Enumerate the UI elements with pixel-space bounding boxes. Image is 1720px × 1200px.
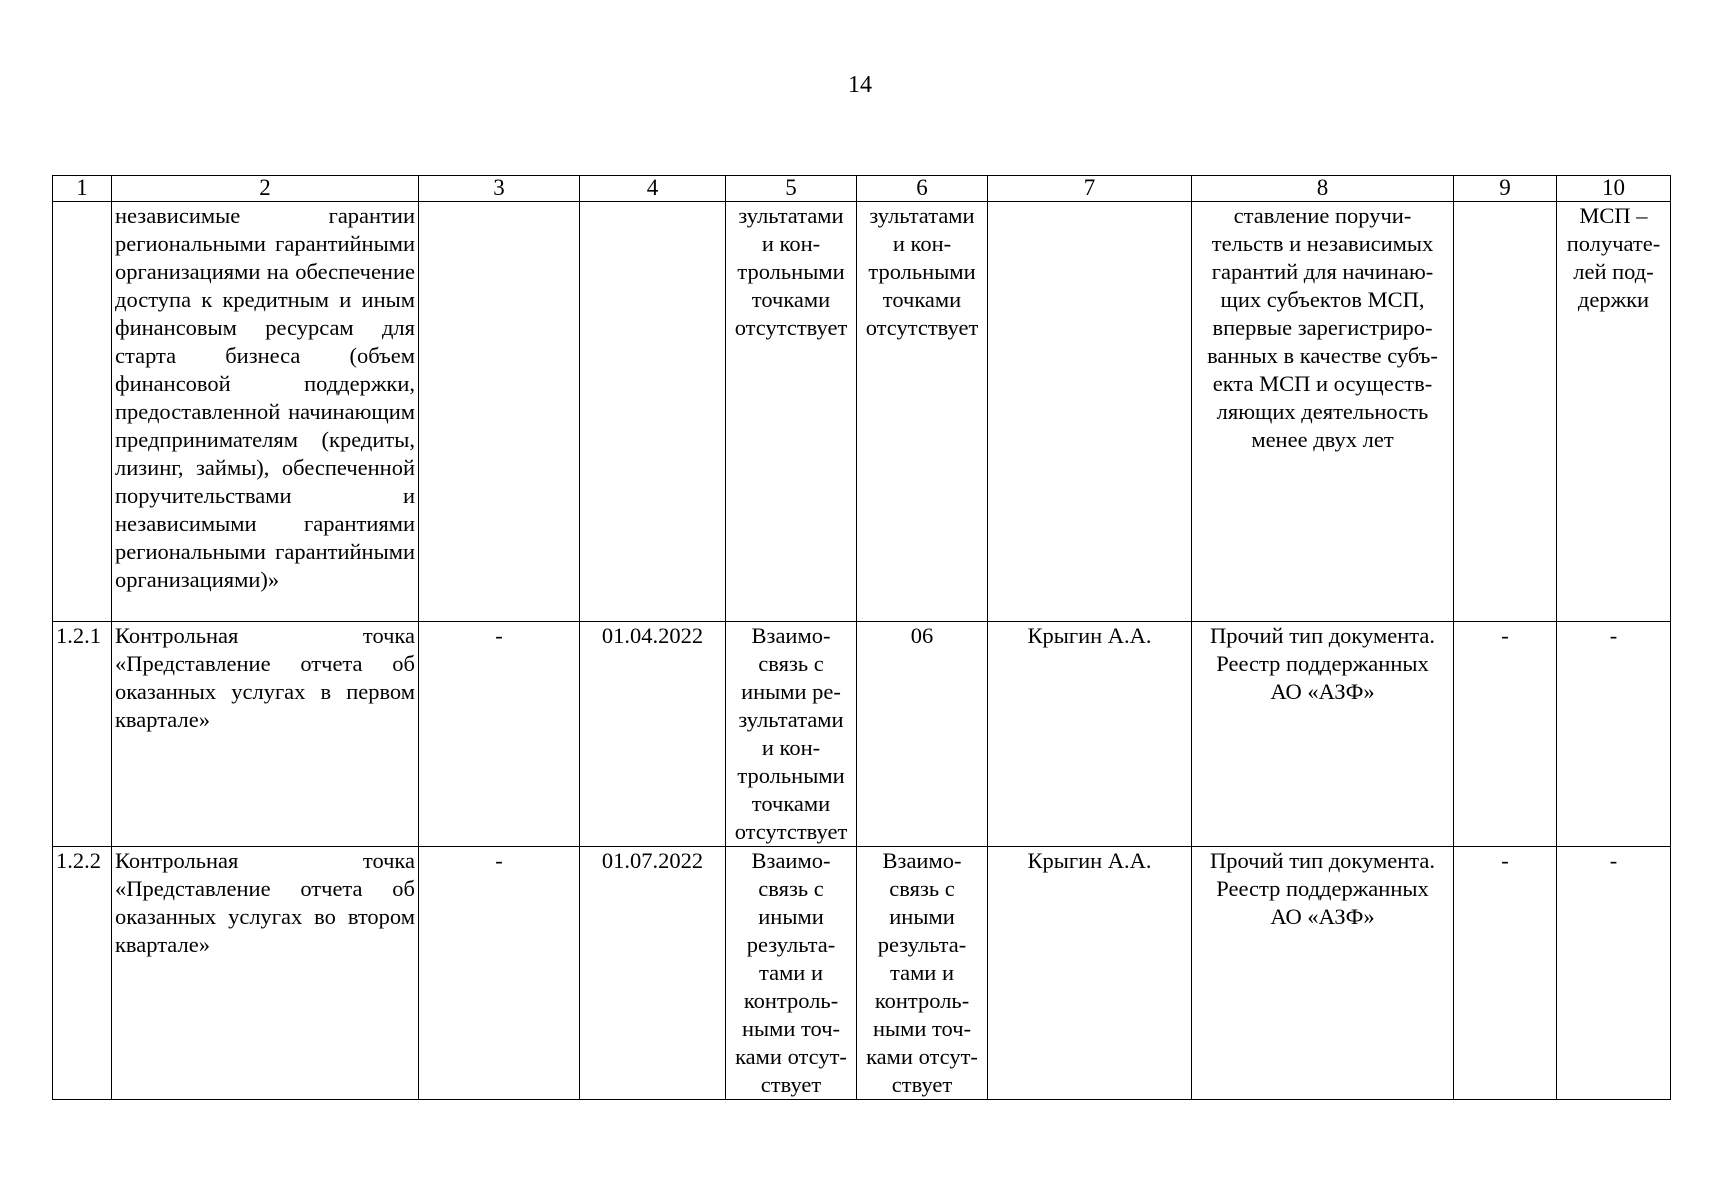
column-9-cell: -: [1454, 622, 1557, 847]
responsible-cell: [988, 202, 1192, 622]
header-cell: 3: [419, 176, 580, 202]
relation-cell: зультатами и кон- трольными точками отсутствует: [726, 202, 857, 622]
column-3-cell: -: [419, 622, 580, 847]
description-cell: независимые гарантии региональными гарантийными организациями на обеспечение доступа к кредитным и иным финансовым ресурсам для старта бизнеса (объем финансовой поддержки, предоставленной начинающим предпринимателям (кредиты, лизинг, займы), обеспеченной поручительствами и независимыми гарантиями региональными гарантийными организациями)»: [112, 202, 419, 622]
table-row: [53, 847, 1671, 1100]
row-number-cell: [53, 202, 112, 622]
header-cell: 1: [53, 176, 112, 202]
responsible-cell: Крыгин А.А.: [988, 622, 1192, 847]
column-6-cell: Взаимо- связь с иными результа- тами и контроль- ными точ- ками отсут- ствует: [857, 847, 988, 1100]
header-cell: 9: [1454, 176, 1557, 202]
relation-cell: Взаимо- связь с иными результа- тами и контроль- ными точ- ками отсут- ствует: [726, 847, 857, 1100]
column-10-cell: -: [1557, 847, 1671, 1100]
description-cell: Контрольная точка «Представление отчета об оказанных услугах в первом квартале»: [112, 622, 419, 847]
document-type-cell: Прочий тип документа. Реестр поддержанных АО «АЗФ»: [1192, 622, 1454, 847]
column-9-cell: -: [1454, 847, 1557, 1100]
header-cell: 5: [726, 176, 857, 202]
relation-cell: Взаимо- связь с иными ре- зультатами и кон- трольными точками отсутствует: [726, 622, 857, 847]
header-cell: 4: [580, 176, 726, 202]
description-cell: Контрольная точка «Представление отчета об оказанных услугах во втором квартале»: [112, 847, 419, 1100]
header-cell: 7: [988, 176, 1192, 202]
table-row: [53, 202, 1671, 622]
row-number-cell: 1.2.2: [53, 847, 112, 1100]
document-type-cell: ставление поручи- тельств и независимых гарантий для начинаю- щих субъектов МСП, впервые зарегистриро- ванных в качестве субъ- екта МСП и осуществ- ляющих деятельность менее двух лет: [1192, 202, 1454, 622]
date-cell: 01.07.2022: [580, 847, 726, 1100]
column-10-cell: МСП – получате- лей под- держки: [1557, 202, 1671, 622]
column-3-cell: -: [419, 847, 580, 1100]
control-points-table: [52, 175, 1671, 1100]
header-cell: 8: [1192, 176, 1454, 202]
column-3-cell: [419, 202, 580, 622]
column-6-cell: зультатами и кон- трольными точками отсутствует: [857, 202, 988, 622]
date-cell: [580, 202, 726, 622]
date-cell: 01.04.2022: [580, 622, 726, 847]
page-number: 14: [848, 72, 872, 98]
column-6-cell: 06: [857, 622, 988, 847]
column-9-cell: [1454, 202, 1557, 622]
table-row: [53, 622, 1671, 847]
header-cell: 6: [857, 176, 988, 202]
column-10-cell: -: [1557, 622, 1671, 847]
header-cell: 2: [112, 176, 419, 202]
header-cell: 10: [1557, 176, 1671, 202]
responsible-cell: Крыгин А.А.: [988, 847, 1192, 1100]
table-header-row: [53, 176, 1671, 202]
row-number-cell: 1.2.1: [53, 622, 112, 847]
document-type-cell: Прочий тип документа. Реестр поддержанных АО «АЗФ»: [1192, 847, 1454, 1100]
